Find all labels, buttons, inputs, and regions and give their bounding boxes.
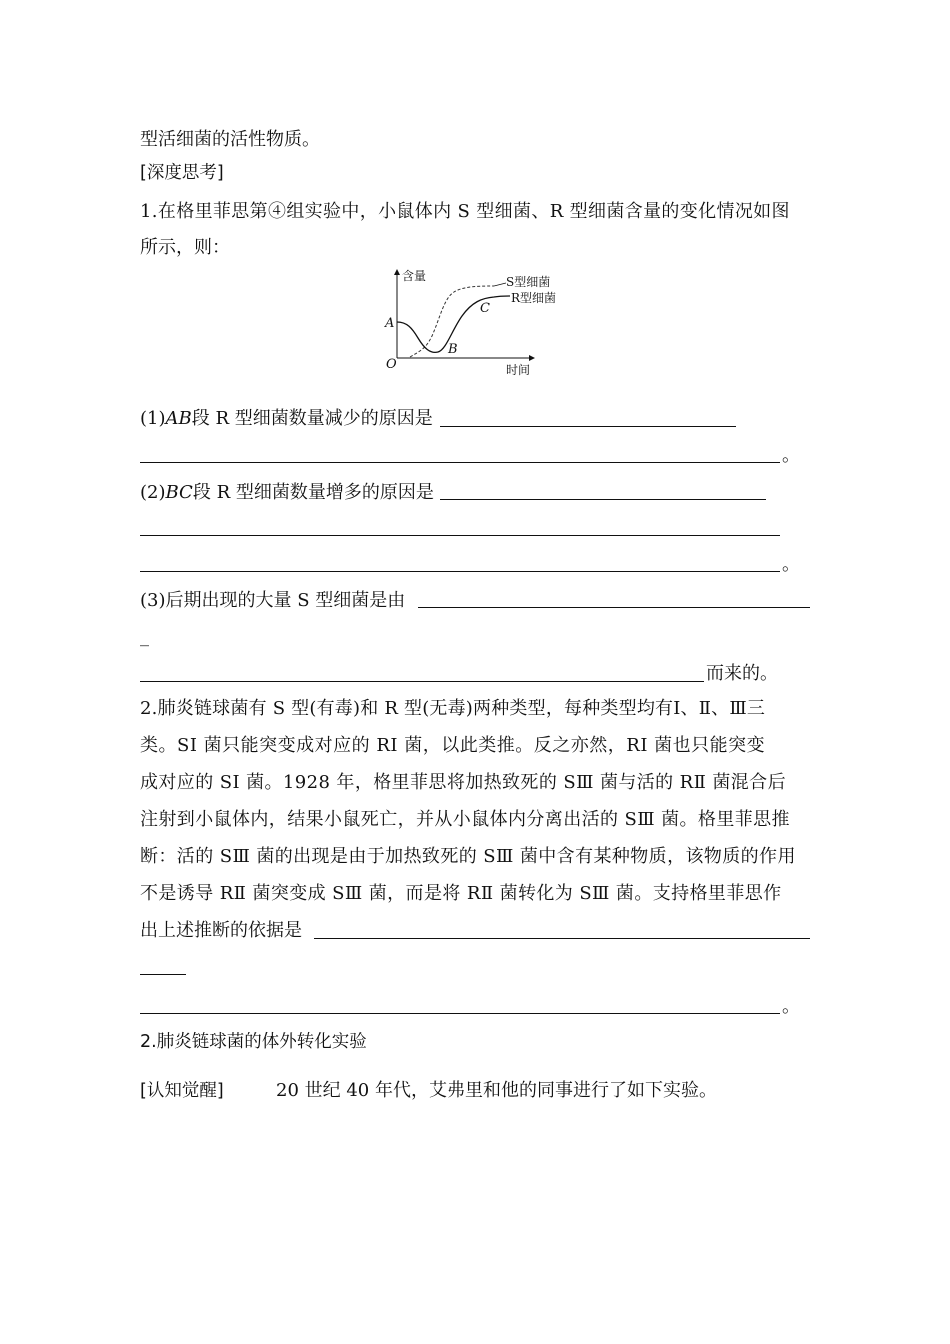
subquestion-2-end: 。 — [782, 554, 800, 575]
s-curve-label: S型细菌 — [506, 275, 551, 289]
answer-blank-3b[interactable] — [140, 681, 704, 682]
subquestion-3: (3)后期出现的大量 S 型细菌是由 — [140, 590, 406, 611]
paragraph-fragment: 型活细菌的活性物质。 — [140, 129, 320, 150]
deep-thinking-heading: [深度思考] — [140, 163, 224, 183]
answer-blank-2b[interactable] — [140, 535, 780, 536]
answer-blank-q2c[interactable] — [140, 1013, 780, 1014]
cognition-text: 20 世纪 40 年代，艾弗里和他的同事进行了如下实验。 — [276, 1080, 717, 1101]
answer-blank-2c[interactable] — [140, 571, 780, 572]
subquestion-2 — [140, 481, 434, 505]
question-2-end: 。 — [782, 996, 800, 1017]
subquestion-2-segment: BC — [165, 482, 193, 503]
cognition-heading: [认知觉醒] — [140, 1081, 224, 1101]
question-2-line-4: 注射到小鼠体内，结果小鼠死亡，并从小鼠体内分离出活的 SⅢ 菌。格里菲思推 — [140, 809, 790, 830]
subquestion-1-end: 。 — [782, 445, 800, 466]
subquestion-3-dash: _ — [140, 626, 149, 647]
question-2-line-3: 成对应的 SⅠ 菌。1928 年，格里菲思将加热致死的 SⅢ 菌与活的 RⅡ 菌混合后 — [140, 772, 786, 793]
point-a-label: A — [385, 316, 395, 331]
subquestion-2-text: 段 R 型细菌数量增多的原因是 — [192, 482, 434, 503]
question-1-line-1: 1.在格里菲思第④组实验中，小鼠体内 S 型细菌、R 型细菌含量的变化情况如图 — [140, 201, 790, 222]
question-2-line-7: 出上述推断的依据是 — [140, 920, 302, 941]
bacteria-content-graph — [382, 268, 572, 380]
answer-blank-1b[interactable] — [140, 462, 780, 463]
subquestion-3-end: 而来的。 — [706, 663, 778, 684]
origin-label: O — [386, 357, 397, 372]
answer-blank-2a[interactable] — [440, 499, 766, 500]
point-b-label: B — [448, 342, 458, 357]
subquestion-1 — [140, 407, 433, 431]
question-2-line-2: 类。SⅠ 菌只能突变成对应的 RⅠ 菌，以此类推。反之亦然，RⅠ 菌也只能突变 — [140, 735, 766, 756]
subquestion-1-prefix: (1) — [140, 408, 166, 429]
answer-blank-1a[interactable] — [440, 426, 736, 427]
subquestion-1-segment: AB — [165, 408, 192, 429]
subquestion-1-text: 段 R 型细菌数量减少的原因是 — [191, 408, 433, 429]
r-curve-label: R型细菌 — [511, 291, 557, 305]
x-axis-label: 时间 — [506, 363, 531, 377]
answer-blank-q2a[interactable] — [314, 938, 810, 939]
question-2-line-1: 2.肺炎链球菌有 S 型(有毒)和 R 型(无毒)两种类型，每种类型均有Ⅰ、Ⅱ、Ⅲ三 — [140, 698, 766, 719]
point-c-label: C — [480, 301, 490, 316]
question-1-line-2: 所示，则： — [140, 237, 230, 258]
subquestion-2-prefix: (2) — [140, 482, 166, 503]
s-label-leader — [494, 283, 506, 286]
y-axis-label: 含量 — [402, 269, 427, 283]
question-2-line-5: 断：活的 SⅢ 菌的出现是由于加热致死的 SⅢ 菌中含有某种物质，该物质的作用 — [140, 846, 796, 867]
section-2-heading: 2.肺炎链球菌的体外转化实验 — [140, 1032, 367, 1052]
answer-blank-3a[interactable] — [418, 607, 810, 608]
answer-blank-q2b[interactable] — [140, 974, 186, 975]
question-2-line-6: 不是诱导 RⅡ 菌突变成 SⅢ 菌，而是将 RⅡ 菌转化为 SⅢ 菌。支持格里菲思作 — [140, 883, 782, 904]
